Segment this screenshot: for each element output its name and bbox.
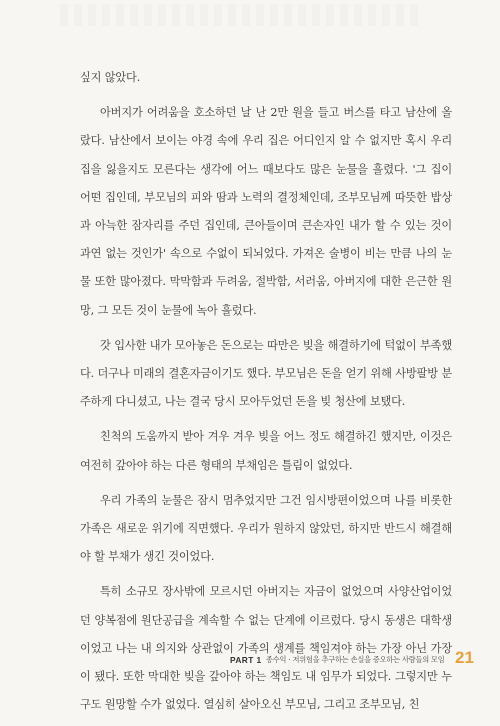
paragraph: 아버지가 어려움을 호소하던 날 난 2만 원을 들고 버스를 타고 남산에 올랐다. 남산에서 보이는 야경 속에 우리 집은 어디인지 알 수 없지만 혹시 우리 집을 잃을지도 모른다는 생각에 어느 때보다도 많은 눈물을 흘렸다. '그 집이 어떤 집인데, 부모님의 피와 땀과 노력의 결정체인데, 조부모님께 따뜻한 밥상과 아늑한 잠자리를 주던 집인데, 큰아들이며 큰손자인 내가 할 수 있는 것이 과연 없는 것인가' 속으로 수없이 되뇌었다. 가져온 술병이 비는 만큼 나의 눈물 또한 많아졌다. 막막함과 두려움, 절박함, 서러움, 아버지에 대한 은근한 원망, 그 모든 것이 눈물에 녹아 흘렀다. [80, 106, 452, 317]
paragraph: 친척의 도움까지 받아 겨우 겨우 빚을 어느 정도 해결하긴 했지만, 이것은 여전히 갚아야 하는 다른 형태의 부채임은 틀림이 없었다. [80, 430, 452, 472]
page-body [80, 64, 452, 726]
footer-part-label: PART 1 [230, 655, 262, 665]
page-footer [0, 649, 500, 673]
bleed-through-text [60, 4, 420, 26]
paragraph-continuation: 싶지 않았다. [80, 71, 141, 84]
footer-running-title: 종수익 · 저위험을 추구하는 손실을 증오하는 사람들의 모임 [266, 655, 445, 664]
paragraph: 특히 소규모 장사밖에 모르시던 아버지는 자금이 없었으며 사양산업이었던 양복점에 원단공급을 계속할 수 없는 단계에 이르렀다. 당시 동생은 대학생이었고 나는 내 의지와 상관없이 가족의 생계를 책임져야 하는 가장 아닌 가장이 됐다. 또한 막대한 빚을 갚아야 하는 책임도 내 임무가 되었다. 그렇지만 누구도 원망할 수가 없었다. 열심히 살아오신 부모님, 그리고 조부모님, 친 [80, 585, 452, 712]
page-number: 21 [455, 648, 474, 667]
paragraph: 우리 가족의 눈물은 잠시 멈추었지만 그건 임시방편이었으며 나를 비롯한 가족은 새로운 위기에 직면했다. 우리가 원하지 않았던, 하지만 반드시 해결해야 할 부채가 생긴 것이었다. [80, 493, 452, 564]
paragraph: 갓 입사한 내가 모아놓은 돈으로는 따만은 빚을 해결하기에 턱없이 부족했다. 더구나 미래의 결혼자금이기도 했다. 부모님은 돈을 얻기 위해 사방팔방 분주하게 다니셨고, 나는 결국 당시 모아두었던 돈을 빚 청산에 보탰다. [80, 338, 452, 409]
